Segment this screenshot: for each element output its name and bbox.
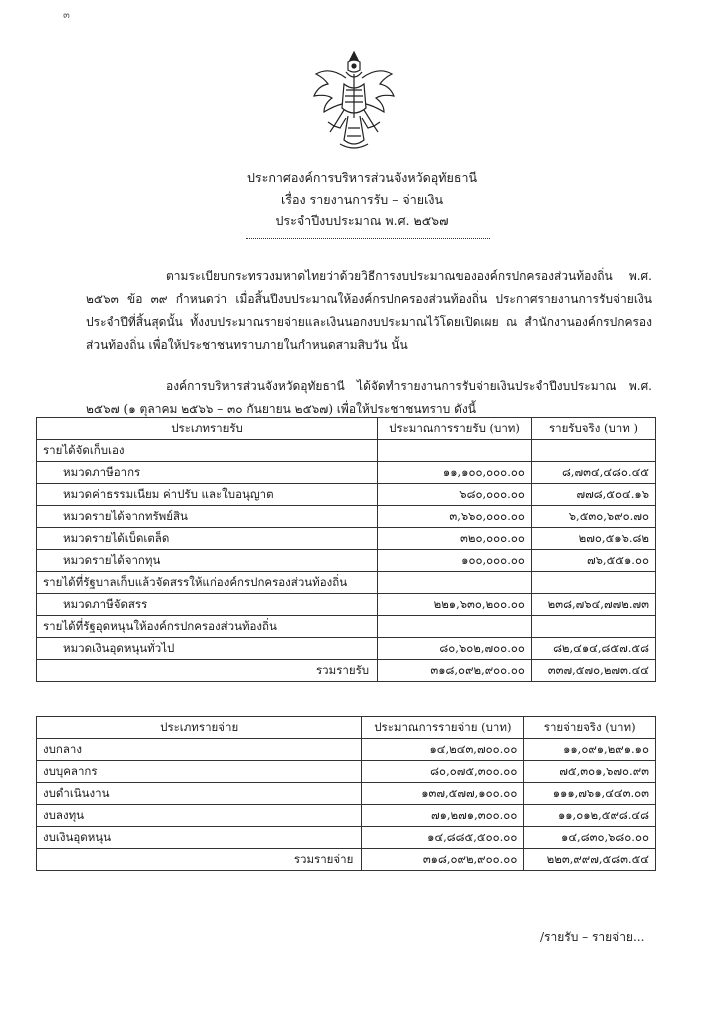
row-estimate: ๑๓๗,๕๗๗,๑๐๐.๐๐: [362, 783, 524, 805]
expense-total-label: รวมรายจ่าย: [37, 849, 362, 871]
row-actual: ๒๓๘,๗๖๔,๗๗๒.๗๓: [531, 594, 655, 616]
row-label: หมวดรายได้จากทุน: [37, 550, 378, 572]
expense-header-row: [37, 717, 656, 739]
income-table: [36, 417, 656, 682]
paragraph-report-intro: องค์การบริหารส่วนจังหวัดอุทัยธานี ได้จัดทำรายงานการรับจ่ายเงินประจำปีงบประมาณ พ.ศ. ๒๕๖๗ (๑ ตุลาคม ๒๕๖๖ – ๓๐ กันยายน ๒๕๖๗) เพื่อให้ประชาชนทราบ ดังนี้: [86, 379, 652, 416]
table-row: [37, 739, 656, 761]
row-actual: [531, 572, 655, 594]
announcement-title: ประกาศองค์การบริหารส่วนจังหวัดอุทัยธานี: [246, 170, 478, 185]
row-actual: ๗๖,๕๕๑.๐๐: [531, 550, 655, 572]
expense-header-type: ประเภทรายจ่าย: [37, 717, 362, 739]
table-row: [37, 594, 656, 616]
expense-total-actual: ๒๒๓,๙๙๗,๕๘๓.๕๔: [524, 849, 656, 871]
row-actual: ๘๒,๔๑๔,๘๕๗.๕๘: [531, 638, 655, 660]
expense-header-estimate: ประมาณการรายจ่าย (บาท): [362, 717, 524, 739]
expense-header-actual: รายจ่ายจริง (บาท): [524, 717, 656, 739]
row-label: หมวดรายได้เบ็ดเตล็ด: [37, 528, 378, 550]
row-estimate: ๗๑,๒๗๑,๓๐๐.๐๐: [362, 805, 524, 827]
row-actual: ๗๗๘,๕๐๔.๑๖: [531, 484, 655, 506]
paragraph-regulation: ตามระเบียบกระทรวงมหาดไทยว่าด้วยวิธีการงบประมาณขององค์กรปกครองส่วนท้องถิ่น พ.ศ. ๒๕๖๓ ข้อ ๓๙ กำหนดว่า เมื่อสิ้นปีงบประมาณให้องค์กรปกครองส่วนท้องถิ่น ประกาศรายงานการรับจ่ายเงินประจำปีที่สิ้นสุดนั้น ทั้งงบประมาณรายจ่ายและเงินนอกงบประมาณไว้โดยเปิดเผย ณ สำนักงานองค์กรปกครองส่วนท้องถิ่น เพื่อให้ประชาชนทราบภายในกำหนดสามสิบวัน นั้น: [86, 269, 652, 352]
table-row: [37, 572, 656, 594]
row-estimate: ๑๐๐,๐๐๐.๐๐: [378, 550, 532, 572]
income-total-actual: ๓๓๗,๕๗๐,๒๗๓.๔๔: [531, 660, 655, 682]
table-row: [37, 462, 656, 484]
row-label: หมวดภาษีอากร: [37, 462, 378, 484]
row-estimate: ๑๔,๒๔๓,๗๐๐.๐๐: [362, 739, 524, 761]
table-row: [37, 638, 656, 660]
garuda-emblem-icon: [310, 48, 398, 152]
row-actual: ๑๑,๐๑๒,๕๙๘.๔๘: [524, 805, 656, 827]
row-actual: ๑๑,๐๙๑,๒๙๑.๑๐: [524, 739, 656, 761]
row-label: รายได้จัดเก็บเอง: [37, 440, 378, 462]
row-label: รายได้ที่รัฐบาลเก็บแล้วจัดสรรให้แก่องค์กรปกครองส่วนท้องถิ่น: [37, 572, 378, 594]
row-estimate: ๑๑,๑๐๐,๐๐๐.๐๐: [378, 462, 532, 484]
row-estimate: [378, 572, 532, 594]
row-actual: ๗๕,๓๐๑,๖๗๐.๙๓: [524, 761, 656, 783]
income-header-row: [37, 418, 656, 440]
dotted-divider: [246, 238, 490, 239]
expense-total-estimate: ๓๑๘,๐๙๒,๙๐๐.๐๐: [362, 849, 524, 871]
income-header-type: ประเภทรายรับ: [37, 418, 378, 440]
income-total-estimate: ๓๑๘,๐๙๒,๙๐๐.๐๐: [378, 660, 532, 682]
row-label: หมวดรายได้จากทรัพย์สิน: [37, 506, 378, 528]
announcement-subject: เรื่อง รายงานการรับ – จ่ายเงิน: [280, 192, 444, 207]
row-actual: ๖,๕๓๐,๖๙๐.๗๐: [531, 506, 655, 528]
row-actual: ๑๑๑,๗๖๑,๔๔๓.๐๓: [524, 783, 656, 805]
row-estimate: ๘๐,๐๗๕,๓๐๐.๐๐: [362, 761, 524, 783]
income-header-actual: รายรับจริง (บาท ): [531, 418, 655, 440]
row-actual: ๒๗๐,๕๑๖.๘๒: [531, 528, 655, 550]
row-estimate: ๓,๖๖๐,๐๐๐.๐๐: [378, 506, 532, 528]
row-label: งบกลาง: [37, 739, 362, 761]
table-row: [37, 616, 656, 638]
table-row: [37, 506, 656, 528]
table-row: [37, 484, 656, 506]
row-label: หมวดค่าธรรมเนียม ค่าปรับ และใบอนุญาต: [37, 484, 378, 506]
row-actual: [531, 616, 655, 638]
table-row: [37, 761, 656, 783]
row-estimate: ๒๒๑,๖๓๐,๒๐๐.๐๐: [378, 594, 532, 616]
row-actual: ๘,๗๓๔,๔๘๐.๔๕: [531, 462, 655, 484]
table-row: [37, 805, 656, 827]
row-label: งบบุคลากร: [37, 761, 362, 783]
row-actual: [531, 440, 655, 462]
table-row: [37, 550, 656, 572]
row-estimate: ๘๐,๖๐๒,๗๐๐.๐๐: [378, 638, 532, 660]
table-row: [37, 440, 656, 462]
row-estimate: ๓๒๐,๐๐๐.๐๐: [378, 528, 532, 550]
fiscal-year-line: ประจำปีงบประมาณ พ.ศ. ๒๕๖๗: [275, 213, 449, 228]
table-row: [37, 783, 656, 805]
row-estimate: [378, 440, 532, 462]
row-label: งบลงทุน: [37, 805, 362, 827]
table-row: [37, 528, 656, 550]
income-total-row: [37, 660, 656, 682]
row-label: หมวดภาษีจัดสรร: [37, 594, 378, 616]
row-label: หมวดเงินอุดหนุนทั่วไป: [37, 638, 378, 660]
row-label: รายได้ที่รัฐอุดหนุนให้องค์กรปกครองส่วนท้องถิ่น: [37, 616, 378, 638]
row-actual: ๑๔,๘๓๐,๖๘๐.๐๐: [524, 827, 656, 849]
row-label: งบเงินอุดหนุน: [37, 827, 362, 849]
expense-total-row: [37, 849, 656, 871]
continuation-note: /รายรับ – รายจ่าย...: [540, 930, 645, 944]
row-estimate: ๖๘๐,๐๐๐.๐๐: [378, 484, 532, 506]
row-label: งบดำเนินงาน: [37, 783, 362, 805]
table-row: [37, 827, 656, 849]
income-header-estimate: ประมาณการรายรับ (บาท): [378, 418, 532, 440]
income-total-label: รวมรายรับ: [37, 660, 378, 682]
page-mark: ๓: [63, 10, 70, 21]
row-estimate: [378, 616, 532, 638]
row-estimate: ๑๔,๘๘๕,๕๐๐.๐๐: [362, 827, 524, 849]
expense-table: [36, 716, 656, 871]
